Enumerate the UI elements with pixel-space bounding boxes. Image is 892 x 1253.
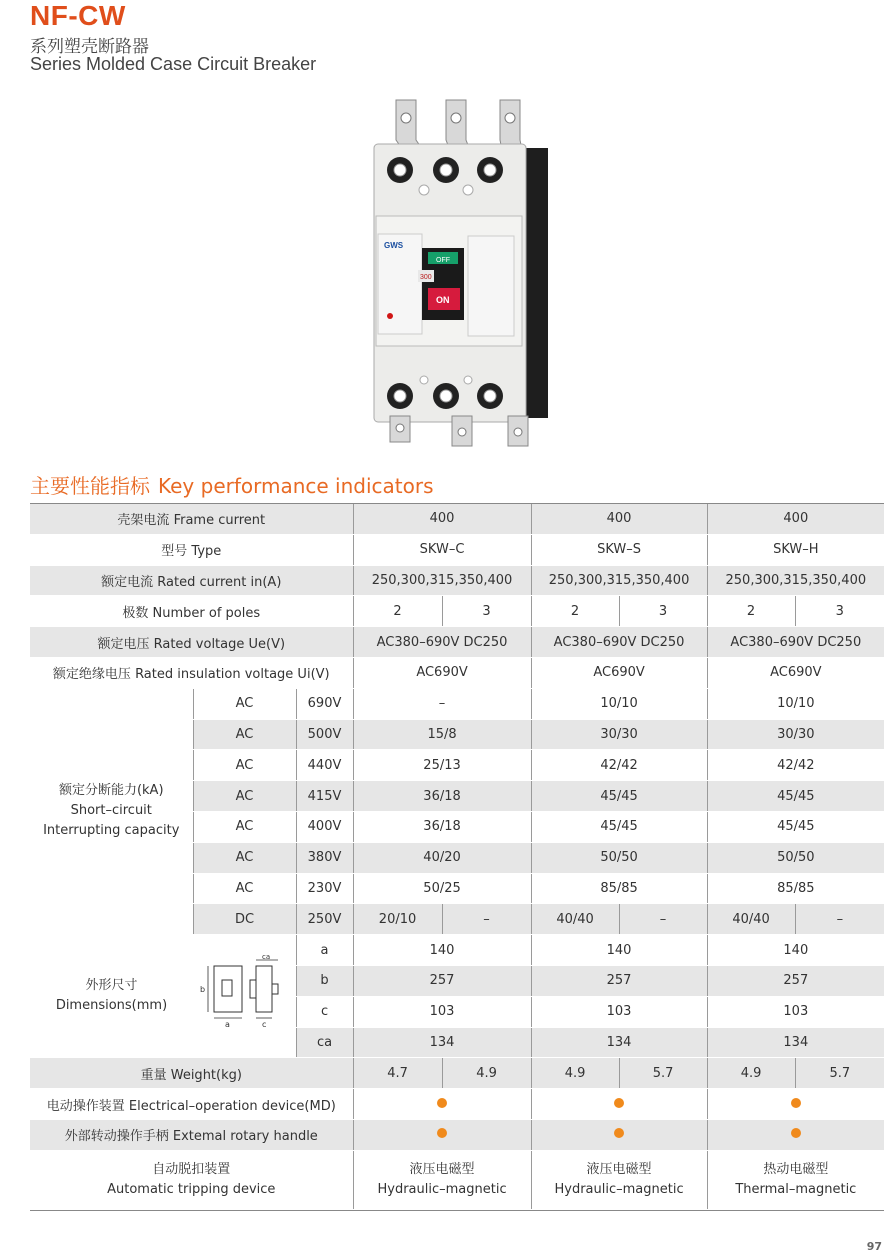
weight-value: 4.9 (531, 1058, 619, 1089)
electrical-operation-label-cn: 电动操作装置 (46, 1098, 125, 1114)
rated-current-label-cn: 额定电流 (101, 574, 154, 590)
dimension-c: 140 (353, 935, 531, 966)
tripping-label-cn: 自动脱扣装置 (152, 1161, 231, 1177)
row-rotary-handle (30, 1119, 884, 1150)
weight-label-cn: 重量 (140, 1067, 167, 1083)
breaking-s: 10/10 (531, 688, 707, 719)
breaking-h: 45/45 (707, 811, 884, 842)
tripping-s-en: Hydraulic–magnetic (554, 1181, 684, 1197)
row-rated-current (30, 565, 884, 596)
type-label-cn: 型号 (161, 544, 188, 560)
poles-value: 3 (442, 596, 531, 627)
frame-current-label-cn: 壳架电流 (117, 513, 170, 529)
row-rated-voltage (30, 627, 884, 658)
dimension-key: a (296, 935, 353, 966)
row-weight (30, 1058, 884, 1089)
breaking-label-en-1: Short–circuit (70, 803, 152, 819)
rated-voltage-s: AC380–690V DC250 (531, 627, 707, 658)
breaking-voltage: 440V (296, 750, 353, 781)
breaking-dc-value: – (442, 904, 531, 935)
dimensions-label-en: Dimensions(mm) (55, 998, 168, 1014)
breaking-dc-value: 40/40 (707, 904, 795, 935)
breaking-type: AC (193, 873, 296, 904)
breaking-type: AC (193, 688, 296, 719)
dimension-s: 257 (531, 965, 707, 996)
breaking-voltage: 250V (296, 904, 353, 935)
model-title: NF-CW (30, 0, 126, 31)
weight-value: 4.7 (353, 1058, 442, 1089)
rated-voltage-label-en: Rated voltage Ue(V) (153, 636, 286, 652)
tripping-label-en: Automatic tripping device (107, 1181, 276, 1197)
breaking-c: 15/8 (353, 719, 531, 750)
weight-value: 5.7 (619, 1058, 707, 1089)
breaking-c: 25/13 (353, 750, 531, 781)
poles-value: 2 (353, 596, 442, 627)
off-label: OFF (436, 257, 450, 264)
dimension-s: 103 (531, 996, 707, 1027)
available-dot-icon (614, 1098, 624, 1108)
breaking-voltage: 500V (296, 719, 353, 750)
breaking-s: 85/85 (531, 873, 707, 904)
tripping-s-cn: 液压电磁型 (586, 1161, 652, 1177)
breaking-type: DC (193, 904, 296, 935)
subtitle-cn: 系列塑壳断路器 (30, 37, 149, 57)
breaking-s: 45/45 (531, 811, 707, 842)
poles-value: 2 (707, 596, 795, 627)
rated-current-label-en: Rated current in(A) (157, 574, 282, 590)
breaking-type: AC (193, 842, 296, 873)
weight-label-en: Weight(kg) (170, 1067, 242, 1083)
breaking-c: 40/20 (353, 842, 531, 873)
row-frame-current (30, 504, 884, 534)
breaking-voltage: 400V (296, 811, 353, 842)
table-bottom-rule (30, 1210, 884, 1211)
row-tripping (30, 1150, 884, 1209)
dimension-s: 134 (531, 1027, 707, 1058)
breaking-s: 50/50 (531, 842, 707, 873)
dimensions-diagram (196, 954, 292, 1034)
breaking-s: 30/30 (531, 719, 707, 750)
dimension-h: 103 (707, 996, 884, 1027)
performance-table (30, 504, 884, 1210)
tripping-c-cn: 液压电磁型 (409, 1161, 475, 1177)
breaking-h: 30/30 (707, 719, 884, 750)
page-number: 97 (866, 1240, 882, 1253)
breaking-h: 10/10 (707, 688, 884, 719)
dimension-key: c (296, 996, 353, 1027)
tripping-c-en: Hydraulic–magnetic (377, 1181, 507, 1197)
rated-current-s: 250,300,315,350,400 (531, 565, 707, 596)
dimension-h: 140 (707, 935, 884, 966)
weight-value: 4.9 (707, 1058, 795, 1089)
breaking-s: 45/45 (531, 781, 707, 812)
breaking-voltage: 380V (296, 842, 353, 873)
insulation-s: AC690V (531, 657, 707, 688)
frame-current-s: 400 (531, 504, 707, 534)
dimensions-label (30, 935, 193, 1058)
dimensions-diagram-cell (193, 935, 296, 1058)
type-label-en: Type (191, 544, 222, 560)
breaking-c: 50/25 (353, 873, 531, 904)
electrical-operation-label-en: Electrical–operation device(MD) (128, 1098, 336, 1114)
rated-voltage-h: AC380–690V DC250 (707, 627, 884, 658)
frame-current-c: 400 (353, 504, 531, 534)
dimension-row (30, 935, 884, 966)
insulation-c: AC690V (353, 657, 531, 688)
frame-current-h: 400 (707, 504, 884, 534)
rating-label: 300 (420, 274, 432, 281)
breaking-row (30, 688, 884, 719)
dimension-key: ca (296, 1027, 353, 1058)
dimension-c: 134 (353, 1027, 531, 1058)
brand-label: GWS (384, 241, 404, 250)
breaking-voltage: 415V (296, 781, 353, 812)
breaking-label-en-2: Interrupting capacity (43, 823, 180, 839)
row-electrical-operation (30, 1089, 884, 1120)
poles-label-en: Number of poles (152, 605, 261, 621)
diagram-label-b: b (200, 985, 206, 995)
weight-value: 4.9 (442, 1058, 531, 1089)
breaking-label (30, 688, 193, 934)
dimension-h: 257 (707, 965, 884, 996)
breaking-type: AC (193, 750, 296, 781)
available-dot-icon (614, 1128, 624, 1138)
dimension-c: 257 (353, 965, 531, 996)
insulation-label-en: Rated insulation voltage Ui(V) (135, 667, 330, 683)
dimension-s: 140 (531, 935, 707, 966)
subtitle-en: Series Molded Case Circuit Breaker (30, 54, 317, 74)
breaking-dc-value: – (795, 904, 884, 935)
tripping-h-en: Thermal–magnetic (735, 1181, 857, 1197)
type-h: SKW–H (707, 534, 884, 565)
section-title (30, 470, 434, 499)
breaking-s: 42/42 (531, 750, 707, 781)
row-type (30, 534, 884, 565)
on-label: ON (436, 295, 450, 305)
breaking-dc-value: 20/10 (353, 904, 442, 935)
weight-value: 5.7 (795, 1058, 884, 1089)
rotary-handle-label-en: Extemal rotary handle (172, 1129, 318, 1145)
diagram-label-ca: ca (262, 954, 271, 962)
breaking-dc-value: – (619, 904, 707, 935)
insulation-label-cn: 额定绝缘电压 (52, 667, 131, 683)
available-dot-icon (437, 1098, 447, 1108)
poles-value: 2 (531, 596, 619, 627)
breaking-c: 36/18 (353, 811, 531, 842)
rotary-handle-label-cn: 外部转动操作手柄 (64, 1129, 169, 1145)
poles-value: 3 (619, 596, 707, 627)
poles-label-cn: 极数 (122, 605, 149, 621)
breaking-c: – (353, 688, 531, 719)
breaking-voltage: 690V (296, 688, 353, 719)
diagram-label-c: c (262, 1020, 267, 1030)
breaking-type: AC (193, 811, 296, 842)
insulation-h: AC690V (707, 657, 884, 688)
section-title-en: Key performance indicators (158, 474, 434, 498)
breaking-h: 45/45 (707, 781, 884, 812)
dimension-h: 134 (707, 1027, 884, 1058)
breaking-h: 42/42 (707, 750, 884, 781)
circuit-breaker-image (360, 98, 560, 448)
rated-voltage-c: AC380–690V DC250 (353, 627, 531, 658)
breaking-c: 36/18 (353, 781, 531, 812)
rated-current-h: 250,300,315,350,400 (707, 565, 884, 596)
dimension-c: 103 (353, 996, 531, 1027)
breaking-type: AC (193, 719, 296, 750)
breaking-h: 85/85 (707, 873, 884, 904)
dimension-key: b (296, 965, 353, 996)
rated-voltage-label-cn: 额定电压 (97, 636, 150, 652)
type-s: SKW–S (531, 534, 707, 565)
dimensions-label-cn: 外形尺寸 (85, 978, 138, 994)
breaking-type: AC (193, 781, 296, 812)
frame-current-label-en: Frame current (173, 513, 266, 529)
row-insulation-voltage (30, 657, 884, 688)
breaking-h: 50/50 (707, 842, 884, 873)
section-title-cn: 主要性能指标 (30, 474, 150, 498)
tripping-h-cn: 热动电磁型 (763, 1161, 829, 1177)
available-dot-icon (437, 1128, 447, 1138)
poles-value: 3 (795, 596, 884, 627)
rated-current-c: 250,300,315,350,400 (353, 565, 531, 596)
breaking-dc-value: 40/40 (531, 904, 619, 935)
breaking-label-cn: 额定分断能力(kA) (58, 783, 164, 799)
available-dot-icon (791, 1128, 801, 1138)
diagram-label-a: a (225, 1020, 231, 1030)
breaking-voltage: 230V (296, 873, 353, 904)
type-c: SKW–C (353, 534, 531, 565)
row-poles (30, 596, 884, 627)
available-dot-icon (791, 1098, 801, 1108)
